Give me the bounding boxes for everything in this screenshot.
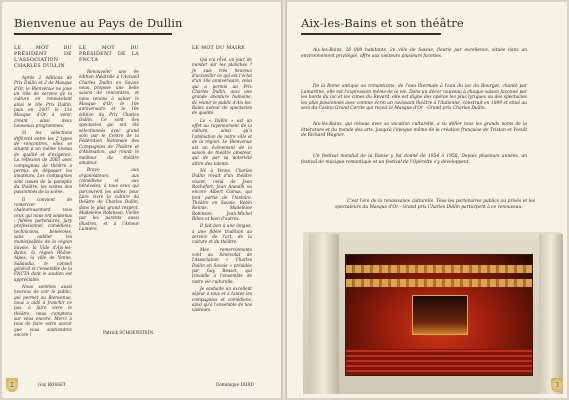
paragraph: Né à Yenne, Charles Dullin rêvait d'un théâtre vivant, celui de Jean Rochefort, Jean Anouilh ou encore Albert Camus, qui font partie de l'histoire. Théâtre en Savoie, Robin Rennie, Madeleine Robinson, Jean-Michel Ribes et bien d'autres.	[192, 167, 252, 221]
president-fncta-column	[79, 46, 139, 336]
paragraph	[301, 48, 527, 62]
column-title: LE MOT DU PRÉSIDENT DE LA FNCTA	[79, 46, 139, 63]
header-rule	[301, 33, 441, 35]
paragraph-text: Aix-les-Bains, qui renoue avec sa vocation culturelle, a su défier tous les grands noms de la littérature et du monde des arts, jusqu'à l'époque même de la création française de Tristan et Yseult de Richard Wagner.	[301, 122, 527, 138]
signature-dord: Dominique DORD	[216, 382, 254, 387]
signature-rosset: Guy ROSSET	[38, 382, 66, 387]
paragraph: Renouveler une 9e édition théâtrale à l'Accueil Charles Dullin en Savoie nous propose une belle saison de rencontres, et nous tenons à saluer le Masque d'Or, le 10e anniversaire et le 10e édition du Prix Charles Dullin. Ce sont des spectacles qui ont été sélectionnés avec grand soin par le Centre de la Fédération Nationale des Compagnies de Théâtre et d'Animation, qui réunit le meilleur du théâtre amateur.	[79, 69, 139, 165]
paragraph	[335, 199, 535, 213]
mayor-column	[192, 46, 252, 386]
paragraph	[301, 154, 527, 168]
paragraph-text: Aix-les-Bains, 26 000 habitants, 2e ville de Savoie, fleurie par excellence, située dans un environnement privilégié, offre aux visiteurs plusieurs facettes.	[301, 48, 527, 59]
signature-schoenstein: Patrick SCHOENSTEIN	[103, 330, 154, 335]
paragraph: Bravo aux organisateurs, aux comédiens et aux bénévoles, à tous ceux qui parcourent les salles, pour faire vivre la culture du théâtre de Charles Dullin, dans le plus grand respect, Madeleine Robinson, Vieille par les parents aussi illustres, et à l'Amour Lumière.	[79, 167, 139, 231]
paragraph-text: De la Rome antique au romantisme, de l'eau thermale à l'eau du lac du Bourget, chanté par Lamartine, elle est l'expression même de la vie. Dans un décor nouveau à chaque saison façonné par les bords du lac et les cimes du Revard, elle est digne des opéras les plus lyriques ou des spectacles les plus passionnés avec comme écrin un ravissant théâtre à l'italienne, construit en 1899 et situé au sein du Casino Grand Cercle qui reçoit le Masque d'Or - Grand prix Charles Dullin.	[301, 84, 527, 111]
paragraph: Après 2 éditions de Prix Dullin et 2 de Masque d'Or, le Bienvenue ne joue un rôle de service de la culture en renouvelant ainsi le 10e Prix Dullin, puis en 2007 le 11e Masque d'Or à venir, créant ainsi deux nouveaux programmes.	[14, 75, 72, 129]
column-title: LE MOT DU PRÉSIDENT DE L'ASSOCIATION CHARLES DULLIN	[14, 46, 72, 69]
paragraph	[301, 84, 527, 115]
paragraph: Nous sommes aussi heureux de voir le public, qui permet au Bienvenue, nous a aidé à franchir ce pas, à faire vivre le théâtre, nous comptons sur vous encore. Merci à tous de faire votre avenir que vous soutiendrez encore !	[14, 284, 72, 338]
paragraph: Il fait bon à une longue, à une fidèle tradition au service de l'art, de la culture et du théâtre.	[192, 223, 252, 245]
stage	[412, 295, 468, 335]
left-page-header: Bienvenue au Pays de Dullin	[14, 16, 183, 30]
left-page	[2, 2, 281, 398]
paragraph	[301, 122, 527, 142]
column-title: LE MOT DU MAIRE	[192, 46, 246, 51]
paragraph-text: Un festival mondial de la Danse y fut donné de 1954 à 1958. Depuis plusieurs années, un festival de musique romantique et un festival de l'Opérette s'y développent.	[301, 154, 527, 165]
balcony-row	[346, 279, 532, 287]
paragraph: Si les sélections diffèrent entre les 2 types de rencontres, elles se situent à un même niveau de qualité et d'exigence. La réflexion de 2005 avec compagnies de théâtre a permis de dépasser les amateurs. Les compagnies sont issues de la panoplie du théâtre, les visites des passionnés de la scène.	[14, 130, 72, 195]
paragraph-text: C'est l'ère de la renaissance culturelle. Tous les partenaires publics ou privés et les spectateurs du Masque d'Or - Grand prix Charles Dullin participent à ce renouveau.	[335, 199, 535, 210]
balcony-row	[346, 265, 532, 273]
page-number-badge: 3	[551, 378, 563, 392]
seating	[346, 349, 532, 375]
column-pillar-decoration	[309, 234, 339, 394]
paragraph: Le « Dullin » est un effet au rayonnement de la culture, ainsi qu'à l'animation de notre ville et de la région. Le Bienvenue est un évènement de la saison de théâtre amateur, qui de par sa notoriété attire des talents.	[192, 117, 252, 166]
paragraph: Il convient de remercier chaleureusement tous ceux qui nous ont soutenus : fidèles partenaires, jury professionnel, comédiens, techniciens, bénévoles, sans oublier les municipalités de la région Savoie, la Ville d'Aix-les-Bains, la région Rhône-Alpes, la ville de Yenne, Sabaudia, le conseil général et l'ensemble de la FNCTA dont le soutien est appréciable.	[14, 196, 72, 282]
column-pillar-decoration	[539, 234, 563, 394]
paragraph: Qui n'a rêvé, un jour, de monter sur les planches ? Je suis très heureux d'accueillir ce qui est l'éclat d'un 10e anniversaire, celui qui a permis au Prix Charles Dullin, avec une grande aventure humaine, de réunir le public d'Aix-les-Bains autour de spectacles de qualité.	[192, 57, 252, 116]
president-association-column	[14, 46, 72, 386]
theatre-interior-photo	[345, 254, 533, 376]
header-rule	[14, 33, 172, 35]
paragraph: Je souhaite un excellent séjour à tous et à toutes les compagnies et comédiens, ainsi qu'à l'ensemble de nos visiteurs.	[192, 286, 252, 313]
right-page-header: Aix-les-Bains et son théâtre	[301, 16, 464, 30]
right-page	[287, 2, 567, 398]
page-number-badge: 2	[6, 378, 18, 392]
paragraph: Mes remerciements vont au bénévolat de l'Association « Charles Dullin en Savoie » présidée par Guy Rosset, qui travaille à l'ensemble de notre vie culturelle.	[192, 246, 252, 284]
